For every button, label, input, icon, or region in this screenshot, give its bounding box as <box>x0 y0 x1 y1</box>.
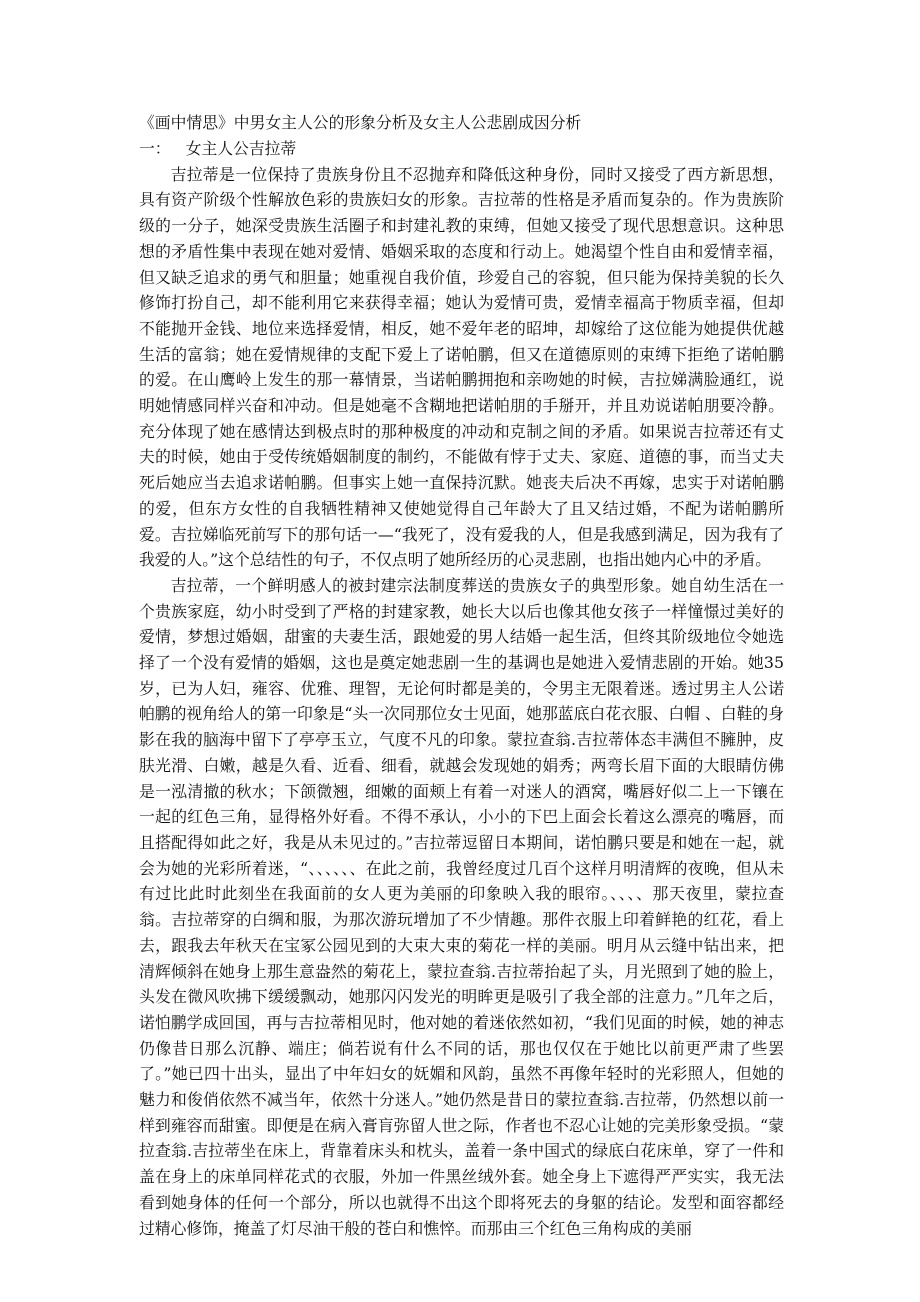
paragraph-1: 吉拉蒂是一位保持了贵族身份且不忍抛弃和降低这种身份，同时又接受了西方新思想，具有资产阶级个性解放色彩的贵族妇女的形象。吉拉蒂的性格是矛盾而复杂的。作为贵族阶级的一分子，她深受贵族生活圈子和封建礼教的束缚，但她又接受了现代思想意识。这种思想的矛盾性集中表现在她对爱情、婚姻采取的态度和行动上。她渴望个性自由和爱情幸福，但又缺乏追求的勇气和胆量；她重视自我价值，珍爱自己的容貌，但只能为保持美貌的长久修饰打扮自己，却不能利用它来获得幸福；她认为爱情可贵，爱情幸福高于物质幸福，但却不能抛开金钱、地位来选择爱情，相反，她不爱年老的昭坤，却嫁给了这位能为她提供优越生活的富翁；她在爱情规律的支配下爱上了诺帕鹏，但又在道德原则的束缚下拒绝了诺帕鹏的爱。在山鹰岭上发生的那一幕情景，当诺帕鹏拥抱和亲吻她的时候，吉拉娣满脸通红，说明她情感同样兴奋和冲动。但是她毫不含糊地把诺帕朋的手掰开，并且劝说诺帕朋要冷静。充分体现了她在感情达到极点时的那种极度的冲动和克制之间的矛盾。如果说吉拉蒂还有丈夫的时候，她由于受传统婚姻制度的制约，不能做有悖于丈夫、家庭、道德的事，而当丈夫死后她应当去追求诺帕鹏。但事实上她一直保持沉默。她丧夫后决不再嫁，忠实于对诺帕鹏的爱，但东方女性的自我牺牲精神又使她觉得自己年龄大了且又结过婚，不配为诺帕鹏所爱。吉拉娣临死前写下的那句话一—“我死了，没有爱我的人，但是我感到满足，因为我有了我爱的人。”这个总结性的句子，不仅点明了她所经历的心灵悲剧，也指出她内心中的矛盾。 <box>139 164 784 570</box>
paragraph-2: 吉拉蒂，一个鲜明感人的被封建宗法制度葬送的贵族女子的典型形象。她自幼生活在一个贵族家庭，幼小时受到了严格的封建家教，她长大以后也像其他女孩子一样憧憬过美好的爱情，梦想过婚姻，甜蜜的夫妻生活，跟她爱的男人结婚一起生活，但终其阶级地位令她选择了一个没有爱情的婚姻，这也是奠定她悲剧一生的基调也是她进入爱情悲剧的开始。她35岁，已为人妇，雍容、优雅、理智，无论何时都是美的，令男主无限着迷。透过男主人公诺帕鹏的视角给人的第一印象是“头一次同那位女士见面，她那蓝底白花衣服、白帽 、白鞋的身影在我的脑海中留下了亭亭玉立，气度不凡的印象。蒙拉查翁.吉拉蒂体态丰满但不臃肿，皮肤光滑、白嫩，越是久看、近看、细看，就越会发现她的娟秀；两弯长眉下面的大眼睛仿佛是一泓清撤的秋水；下颌微翘，细嫩的面颊上有着一对迷人的酒窝，嘴唇好似二上一下镶在一起的红色三角，显得格外好看。不得不承认，小小的下巴上面会长着这么漂亮的嘴唇，而且搭配得如此之好，我是从未见过的。”吉拉蒂逗留日本期间，诺怕鹏只要是和她在一起，就会为她的光彩所着迷，“、、、、、、在此之前，我曾经度过几百个这样月明清辉的夜晚，但从未有过比此时此刻坐在我面前的女人更为美丽的印象映入我的眼帘。、、、、那天夜里，蒙拉查翁。吉拉蒂穿的白绸和服，为那次游玩增加了不少情趣。那件衣服上印着鲜艳的红花，看上去，跟我去年秋天在宝冢公园见到的大束大束的菊花一样的美丽。明月从云缝中钻出来，把清辉倾斜在她身上那生意盎然的菊花上，蒙拉查翁.吉拉蒂抬起了头，月光照到了她的脸上，头发在微风吹拂下缓缓飘动，她那闪闪发光的明眸更是吸引了我全部的注意力。”几年之后，诺怕鹏学成回国，再与吉拉蒂相见时，他对她的着迷依然如初，“我们见面的时候，她的神志仍像昔日那么沉静、端庄；倘若说有什么不同的话，那也仅仅在于她比以前更严肃了些罢了。”她已四十出头，显出了中年妇女的妩媚和风韵，虽然不再像年轻时的光彩照人，但她的魅力和俊俏依然不减当年，依然十分迷人。”她仍然是昔日的蒙拉查翁.吉拉蒂，仍然想以前一样到雍容而甜蜜。即便是在病入膏肓弥留人世之际，作者也不忍心让她的完美形象受损。“蒙拉查翁.吉拉蒂坐在床上，背靠着床头和枕头，盖着一条中国式的绿底白花床单，穿了一件和盖在身上的床单同样花式的衣服，外加一件黑丝绒外套。她全身上下遮得严严实实，我无法看到她身体的任何一个部分，所以也就得不出这个即将死去的身躯的结论。发型和面容都经过精心修饰，掩盖了灯尽油干般的苍白和憔悴。而那由三个红色三角构成的美丽 <box>139 575 784 1238</box>
document-page <box>139 110 784 1241</box>
document-title: 《画中情思》中男女主人公的形象分析及女主人公悲剧成因分析 <box>139 113 582 132</box>
section-heading: 一： 女主人公吉拉蒂 <box>139 139 297 158</box>
